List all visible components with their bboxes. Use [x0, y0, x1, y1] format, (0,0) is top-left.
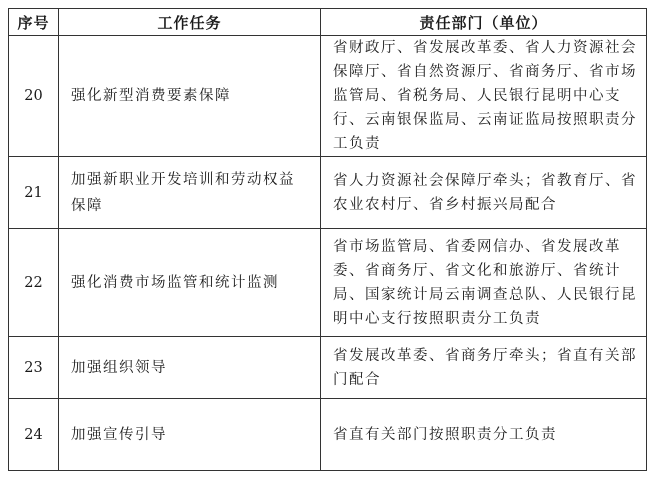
header-dept: 责任部门（单位） [321, 9, 647, 36]
row-number: 21 [9, 157, 59, 229]
table-row [9, 337, 647, 399]
table-row [9, 229, 647, 337]
row-task: 加强新职业开发培训和劳动权益保障 [59, 157, 321, 229]
row-dept: 省人力资源社会保障厅牵头；省教育厅、省农业农村厅、省乡村振兴局配合 [321, 157, 647, 229]
row-task: 强化新型消费要素保障 [59, 36, 321, 157]
row-number: 22 [9, 229, 59, 337]
row-dept: 省直有关部门按照职责分工负责 [321, 399, 647, 471]
table-row [9, 399, 647, 471]
row-dept: 省财政厅、省发展改革委、省人力资源社会保障厅、省自然资源厅、省商务厅、省市场监管局、省税务局、人民银行昆明中心支行、云南银保监局、云南证监局按照职责分工负责 [321, 36, 647, 157]
header-task: 工作任务 [59, 9, 321, 36]
row-dept: 省发展改革委、省商务厅牵头；省直有关部门配合 [321, 337, 647, 399]
row-dept: 省市场监管局、省委网信办、省发展改革委、省商务厅、省文化和旅游厅、省统计局、国家统计局云南调查总队、人民银行昆明中心支行按照职责分工负责 [321, 229, 647, 337]
row-task: 加强组织领导 [59, 337, 321, 399]
header-no: 序号 [9, 9, 59, 36]
table-row [9, 157, 647, 229]
row-number: 23 [9, 337, 59, 399]
row-task: 加强宣传引导 [59, 399, 321, 471]
row-number: 24 [9, 399, 59, 471]
row-task: 强化消费市场监管和统计监测 [59, 229, 321, 337]
row-number: 20 [9, 36, 59, 157]
responsibility-table [8, 8, 647, 471]
table-row [9, 36, 647, 157]
table-header-row [9, 9, 647, 36]
